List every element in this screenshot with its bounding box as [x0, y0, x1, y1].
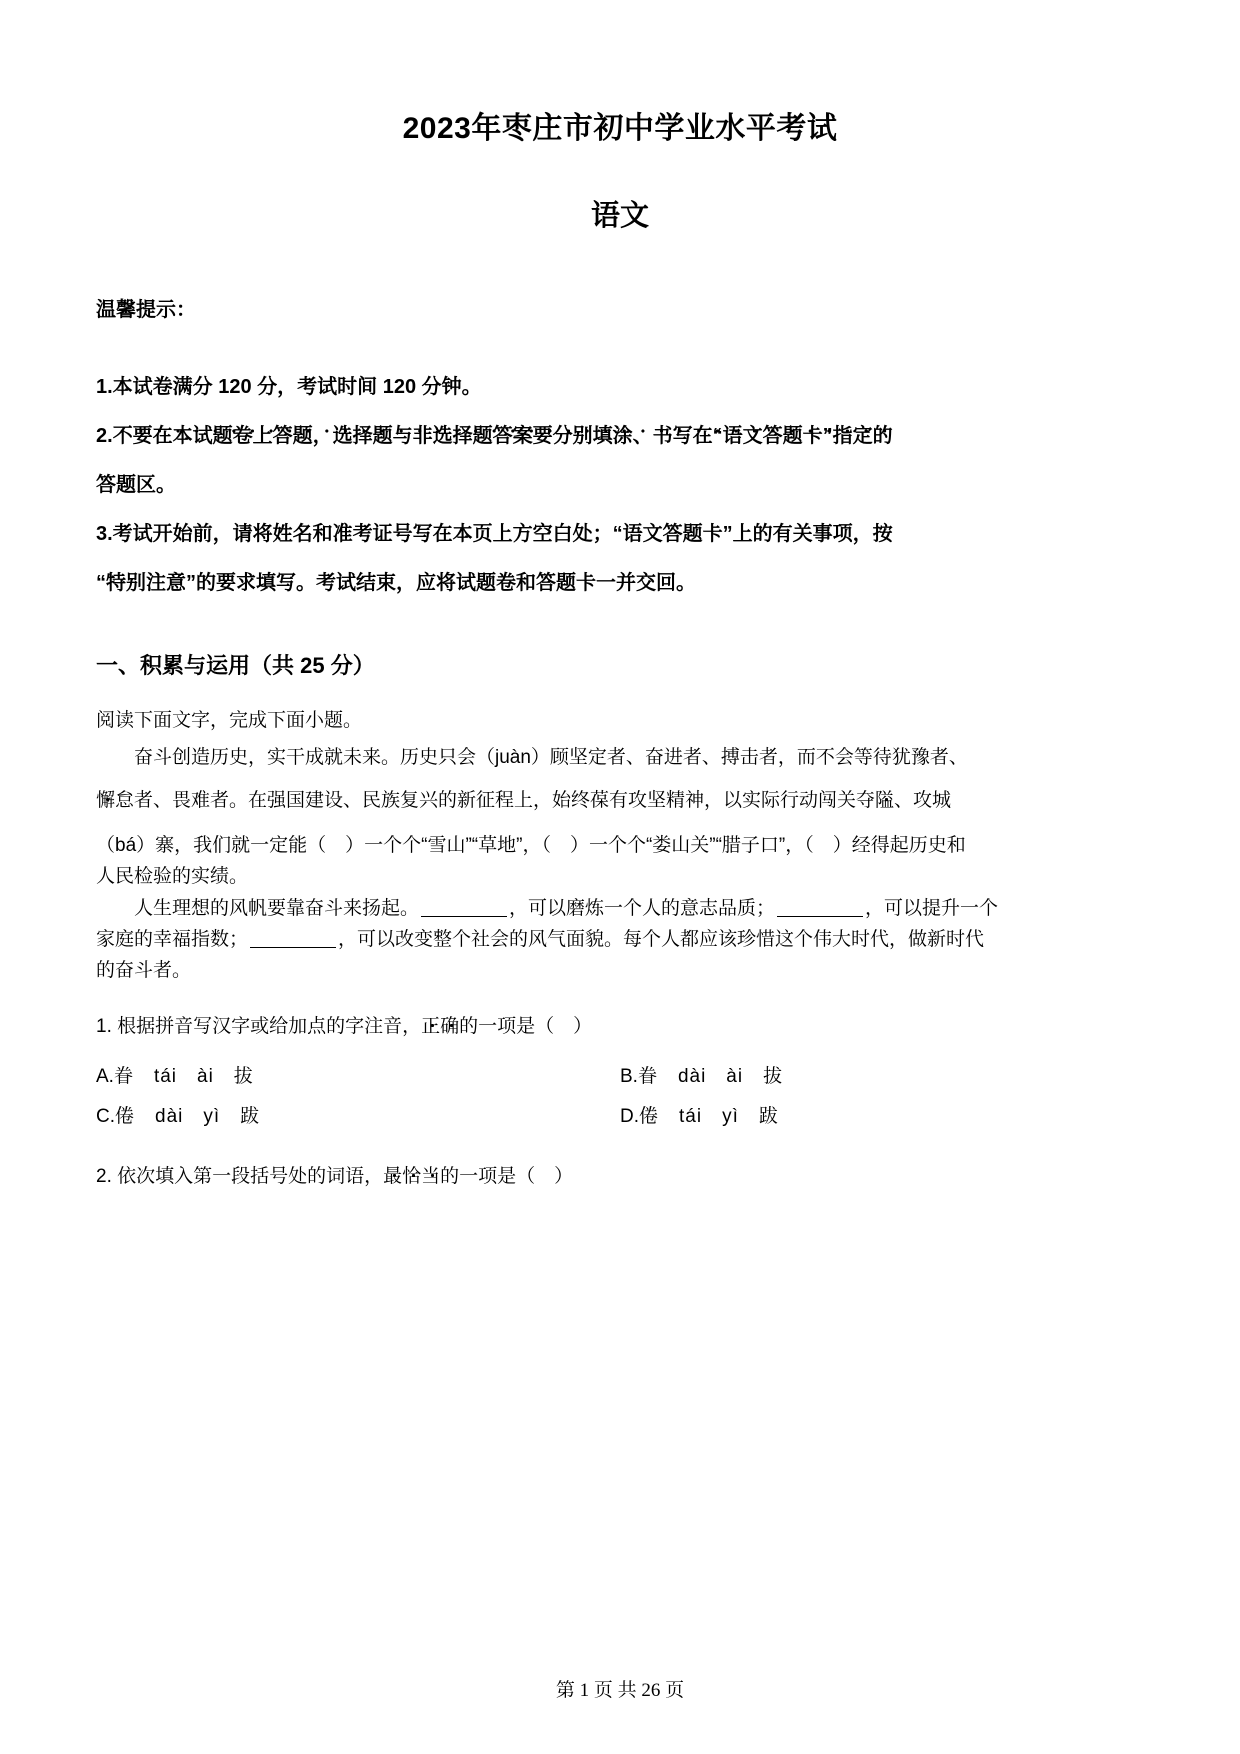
passage-emphasis-ai: 隘: [875, 786, 894, 811]
passage-line-5-pre: 人生理想的风帆要靠奋斗来扬起。: [134, 897, 420, 919]
question-1-text-after: 的一项是（ ）: [459, 1015, 593, 1037]
notice-item-2-emphasis: 不要在本试题卷上答题，选择题与非选择题答案要分别填涂、书写在“语文答题卡”指定的: [113, 419, 893, 447]
passage-line-5: [96, 893, 1144, 924]
question-2-emphasis: 最恰当: [383, 1162, 440, 1187]
option-b-text: 眷 dài ài 拔: [637, 1066, 784, 1088]
option-a-label: A.: [96, 1066, 114, 1088]
option-c-text: 倦 dài yì 跋: [115, 1105, 261, 1127]
notice-block: [96, 295, 1144, 608]
passage-block-dotted: [96, 779, 1144, 824]
notice-item-3: [96, 510, 1144, 559]
question-2-text-before: 依次填入第一段括号处的词语，: [117, 1165, 384, 1187]
notice-item-2-prefix: 2.: [96, 424, 113, 447]
section-lead: 阅读下面文字，完成下面小题。: [96, 709, 363, 731]
page-subtitle: 语文: [590, 200, 649, 232]
passage-block: [96, 742, 1144, 773]
passage-line-1: [96, 742, 1144, 773]
question-2-text-after: 的一项是（ ）: [440, 1165, 574, 1187]
notice-item-3-tail: [96, 559, 1144, 608]
passage-line-5-mid: ，可以磨炼一个人的意志品质；: [509, 897, 776, 919]
option-c[interactable]: [96, 1097, 620, 1137]
notice-item-3-text: 3.考试开始前，请将姓名和准考证号写在本页上方空白处；“语文答题卡”上的有关事项，按: [96, 522, 893, 545]
fill-in-blank-2[interactable]: [777, 916, 863, 917]
question-2-number: 2.: [96, 1165, 112, 1187]
passage-emphasis-xie: 懈: [96, 786, 115, 811]
option-a-text: 眷 tái ài 拔: [113, 1066, 254, 1088]
passage-block-2: [96, 830, 1144, 987]
question-1-options: [96, 1057, 1144, 1137]
option-d-label: D.: [620, 1105, 639, 1127]
passage-line-7: [96, 955, 1144, 986]
notice-heading: 温馨提示：: [96, 298, 196, 321]
option-row-cd: [96, 1097, 1144, 1137]
passage-line-6-mid: ，可以改变整个社会的风气面貌。每个人都应该珍惜这个伟大时代，做新时代: [338, 929, 985, 951]
passage-line-4: [96, 861, 1144, 892]
passage-line-2: [96, 779, 1144, 824]
notice-item-3-tail-text: “特别注意”的要求填写。考试结束，应将试题卷和答题卡一并交回。: [96, 571, 696, 594]
passage-line-3-text: （bá）寨，我们就一定能（ ）一个个“雪山”“草地”，（ ）一个个“娄山关”“腊子口”，（ ）经得起历史和: [96, 835, 966, 857]
passage-line-3: [96, 830, 1144, 861]
notice-item-1-text: 1.本试卷满分 120 分，考试时间 120 分钟。: [96, 375, 482, 398]
option-row-ab: [96, 1057, 1144, 1097]
passage-line-2-mid: 怠者、畏难者。在强国建设、民族复兴的新征程上，始终葆有攻坚精神，以实际行动闯关夺: [115, 790, 876, 812]
option-d-text: 倦 tái yì 跋: [639, 1105, 779, 1127]
passage-line-2-end: 、攻城: [894, 790, 952, 812]
option-b[interactable]: [620, 1057, 1144, 1097]
passage-line-6: [96, 924, 1144, 955]
option-b-label: B.: [620, 1066, 638, 1088]
page-title: 2023年枣庄市初中学业水平考试: [402, 112, 838, 145]
question-1-emphasis: 正确: [421, 1012, 459, 1037]
option-d[interactable]: [620, 1097, 1144, 1137]
option-a[interactable]: [96, 1057, 620, 1097]
fill-in-blank-1[interactable]: [421, 916, 507, 917]
passage-line-7-text: 的奋斗者。: [96, 960, 192, 982]
question-1-number: 1.: [96, 1015, 112, 1037]
question-1: [96, 1011, 1144, 1043]
notice-item-2-tail: [96, 461, 1144, 510]
fill-in-blank-3[interactable]: [250, 947, 336, 948]
passage-line-6-pre: 家庭的幸福指数；: [96, 929, 249, 951]
notice-item-2-tail-text: 答题区。: [96, 473, 176, 496]
notice-item-1: [96, 363, 1144, 412]
passage-line-1-text: 奋斗创造历史，实干成就未来。历史只会（juàn）顾坚定者、奋进者、搏击者，而不会等待犹豫者、: [134, 747, 968, 769]
page-footer: 第 1 页 共 26 页: [555, 1680, 685, 1701]
section-heading: 一、积累与运用（共 25 分）: [96, 652, 375, 678]
option-c-label: C.: [96, 1105, 115, 1127]
passage-line-4-text: 人民检验的实绩。: [96, 866, 249, 888]
question-1-text-before: 根据拼音写汉字或给加点的字注音，: [117, 1015, 422, 1037]
passage-line-5-end: ，可以提升一个: [865, 897, 999, 919]
question-2: [96, 1161, 1144, 1193]
notice-item-2: [96, 412, 1144, 461]
